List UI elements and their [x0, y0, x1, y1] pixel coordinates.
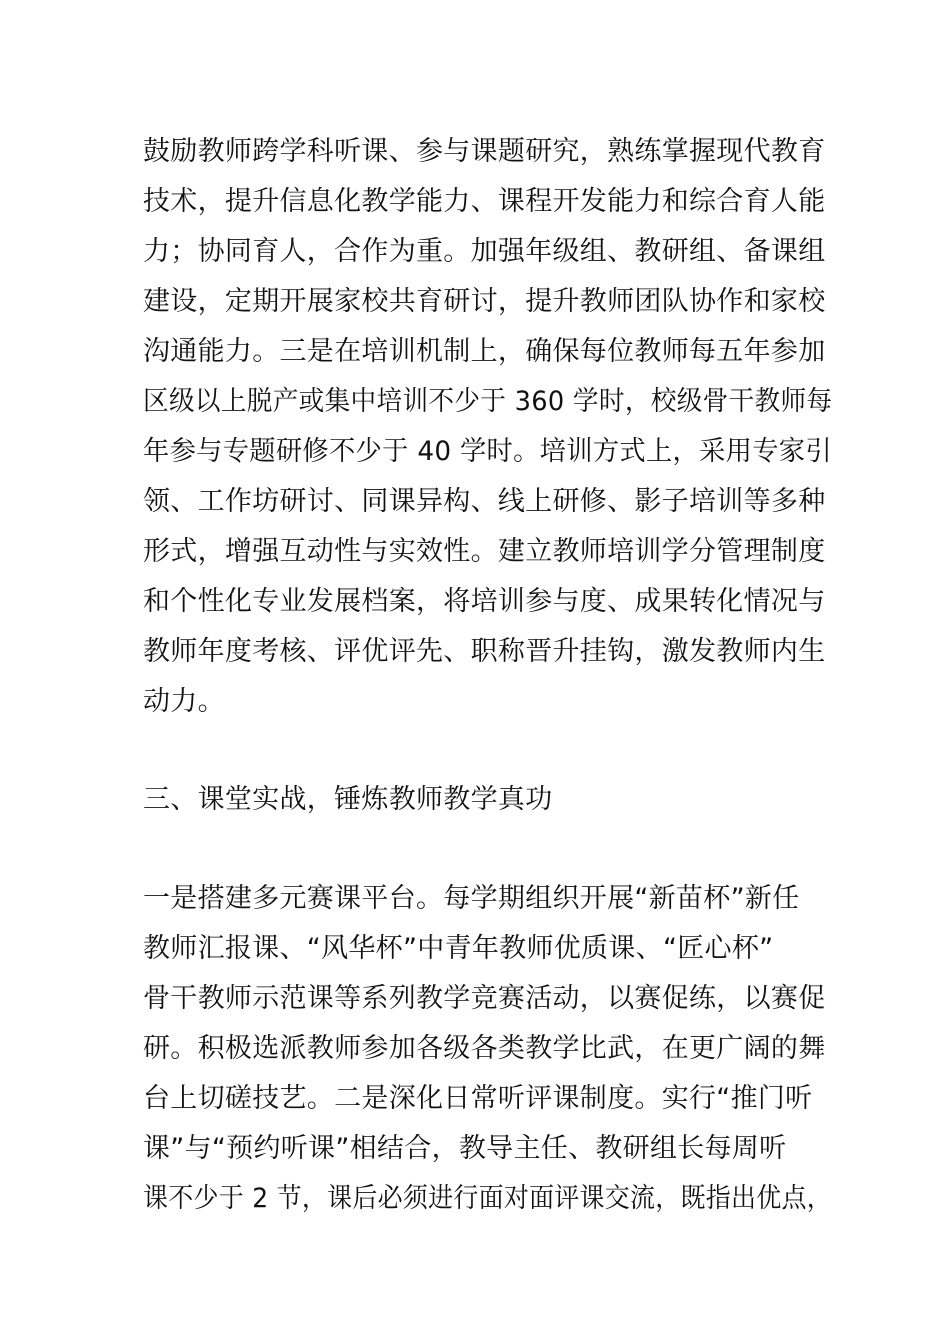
- paragraph-1-line-3: 力；协同育人，合作为重。加强年级组、教研组、备课组: [143, 236, 826, 267]
- paragraph-1-line-2: 技术，提升信息化教学能力、课程开发能力和综合育人能: [143, 186, 826, 217]
- paragraph-1-line-12: 动力。: [143, 686, 225, 717]
- paragraph-2-line-1: 一是搭建多元赛课平台。每学期组织开展“新苗杯”新任: [143, 883, 800, 914]
- paragraph-1-line-5: 沟通能力。三是在培训机制上，确保每位教师每五年参加: [143, 336, 826, 367]
- paragraph-1-line-1: 鼓励教师跨学科听课、参与课题研究，熟练掌握现代教育: [143, 136, 826, 167]
- paragraph-2-line-3: 骨干教师示范课等系列教学竞赛活动，以赛促练，以赛促: [143, 983, 826, 1014]
- paragraph-1-line-10: 和个性化专业发展档案，将培训参与度、成果转化情况与: [143, 586, 826, 617]
- paragraph-2-line-7: 课不少于 2 节，课后必须进行面对面评课交流，既指出优点，: [143, 1183, 833, 1214]
- paragraph-1-line-8: 领、工作坊研讨、同课异构、线上研修、影子培训等多种: [143, 486, 826, 517]
- paragraph-1-line-9: 形式，增强互动性与实效性。建立教师培训学分管理制度: [143, 536, 826, 567]
- paragraph-1-line-11: 教师年度考核、评优评先、职称晋升挂钩，激发教师内生: [143, 636, 826, 667]
- paragraph-2-line-4: 研。积极选派教师参加各级各类教学比武，在更广阔的舞: [143, 1033, 826, 1064]
- paragraph-2-line-6: 课”与“预约听课”相结合，教导主任、教研组长每周听: [143, 1133, 787, 1164]
- paragraph-2-line-2: 教师汇报课、“风华杯”中青年教师优质课、“匠心杯”: [143, 933, 774, 964]
- section-heading: 三、课堂实战，锤炼教师教学真功: [143, 784, 553, 815]
- paragraph-1-line-4: 建设，定期开展家校共育研讨，提升教师团队协作和家校: [143, 286, 826, 317]
- paragraph-1-line-7: 年参与专题研修不少于 40 学时。培训方式上，采用专家引: [143, 436, 832, 467]
- paragraph-2-line-5: 台上切磋技艺。二是深化日常听评课制度。实行“推门听: [143, 1083, 813, 1114]
- paragraph-1-line-6: 区级以上脱产或集中培训不少于 360 学时，校级骨干教师每: [143, 386, 833, 417]
